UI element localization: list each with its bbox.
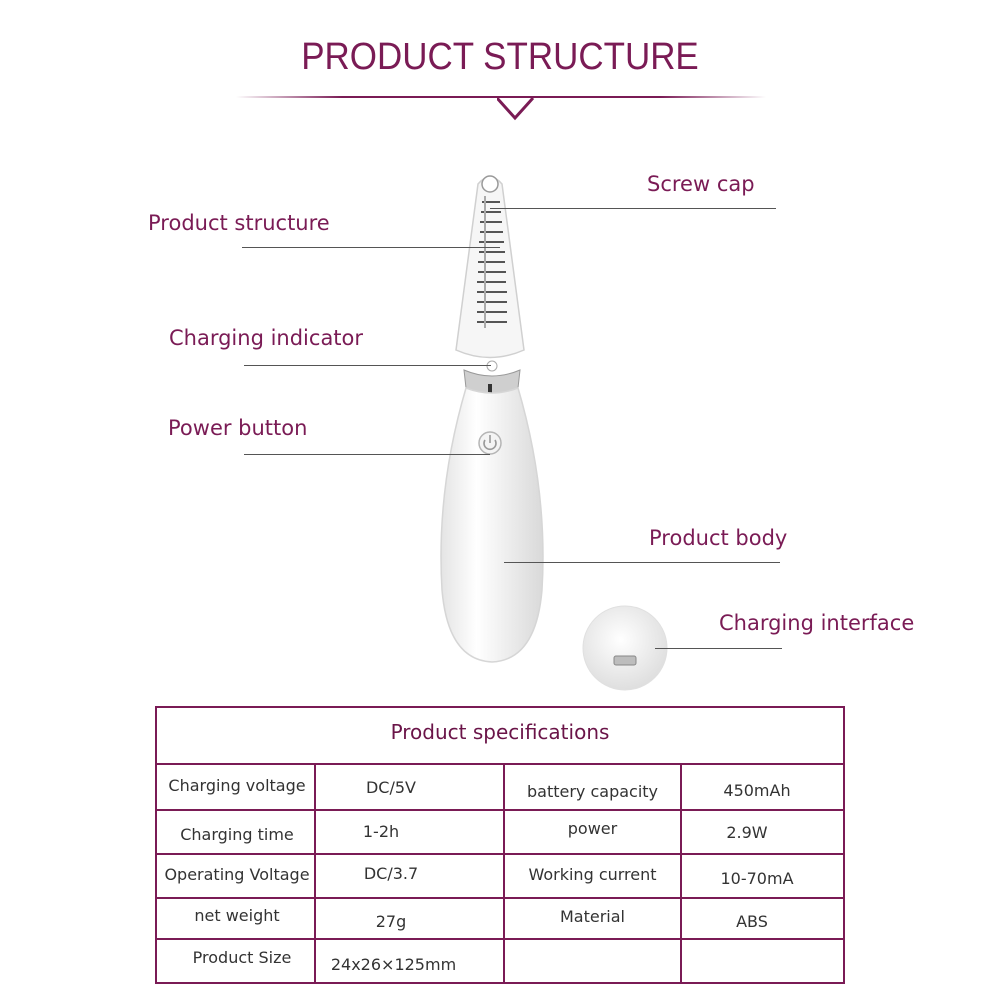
spec-label-charging-time: Charging time [180,825,294,844]
spec-label-operating-voltage: Operating Voltage [164,865,310,884]
label-charging-indicator: Charging indicator [169,326,364,350]
spec-value-product-size: 24x26×125mm [330,955,457,974]
leader-product-body [504,562,780,563]
label-product-body: Product body [649,526,788,550]
spec-label-battery-capacity: battery capacity [526,782,659,801]
page-title: PRODUCT STRUCTURE [301,36,699,78]
spec-label-power: power [567,819,618,838]
spec-label-product-size: Product Size [192,948,292,967]
row-divider [157,938,843,940]
row-divider [157,763,843,765]
spec-value-power: 2.9W [726,823,768,842]
label-power-button: Power button [168,416,308,440]
spec-value-material: ABS [736,912,768,931]
spec-value-net-weight: 27g [375,912,407,931]
leader-charging-interface [655,648,782,649]
leader-product-structure [242,247,500,248]
table-title: Product specifications [390,720,610,744]
spec-label-working-current: Working current [528,865,657,884]
specifications-table [155,706,845,984]
leader-power-button [244,454,490,455]
row-divider [157,897,843,899]
leader-charging-indicator [244,365,491,366]
spec-value-operating-voltage: DC/3.7 [363,864,419,883]
chevron-down-icon [497,96,537,122]
spec-value-charging-time: 1-2h [362,822,400,841]
leader-screw-cap [490,208,776,209]
label-screw-cap: Screw cap [647,172,755,196]
label-charging-interface: Charging interface [719,611,915,635]
spec-value-battery-capacity: 450mAh [723,781,791,800]
spec-label-charging-voltage: Charging voltage [168,776,306,795]
eyelash-curler-illustration [420,160,680,700]
spec-label-material: Material [560,907,625,926]
row-divider [157,809,843,811]
spec-value-working-current: 10-70mA [720,869,794,888]
row-divider [157,853,843,855]
spec-value-charging-voltage: DC/5V [365,778,416,797]
label-product-structure: Product structure [148,211,330,235]
spec-label-net-weight: net weight [194,906,280,925]
